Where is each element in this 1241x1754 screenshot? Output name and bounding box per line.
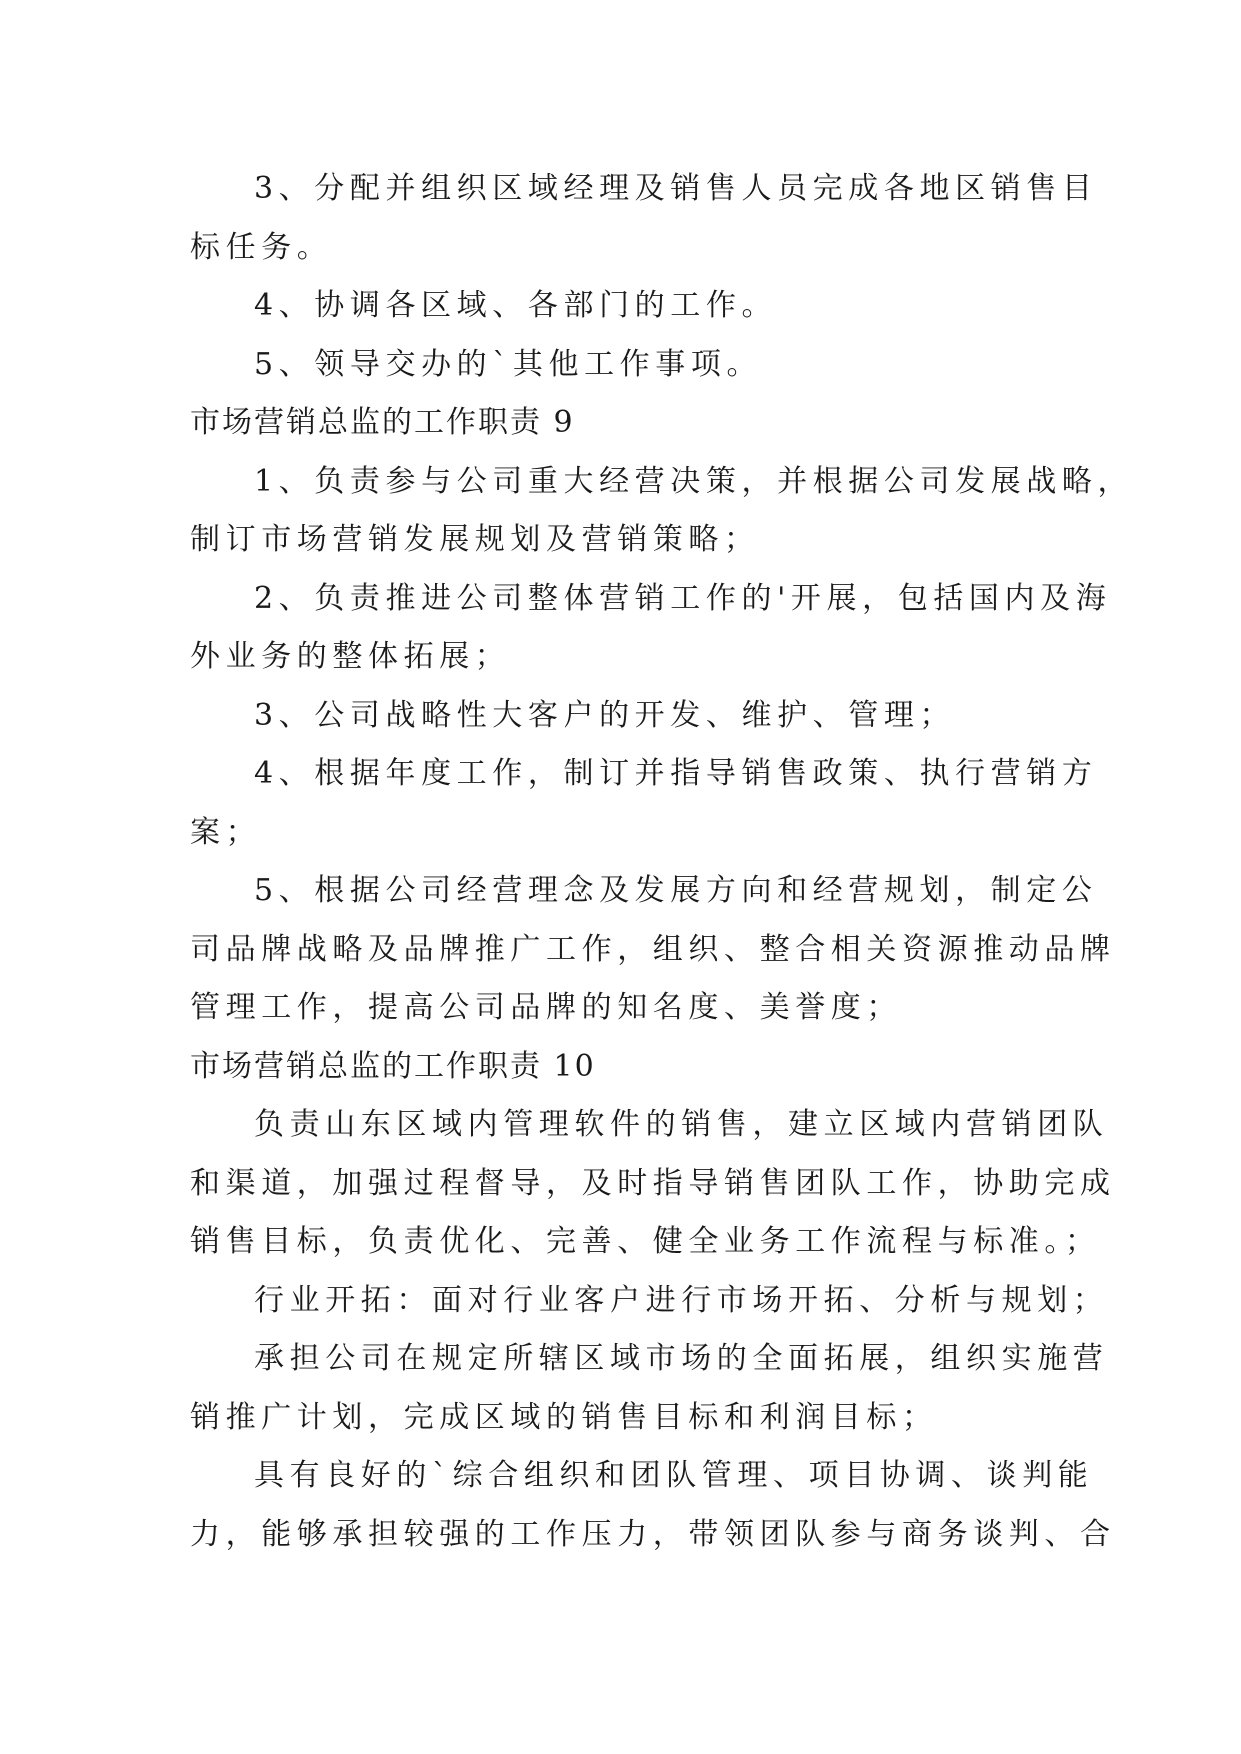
paragraph-line: 力，能够承担较强的工作压力，带领团队参与商务谈判、合 xyxy=(190,1516,1116,1552)
paragraph-line: 1、负责参与公司重大经营决策，并根据公司发展战略， xyxy=(254,463,1134,499)
paragraph-line: 负责山东区域内管理软件的销售，建立区域内营销团队 xyxy=(254,1107,1109,1142)
paragraph-line: 制订市场营销发展规划及营销策略； xyxy=(190,522,760,557)
paragraph-line: 承担公司在规定所辖区域市场的全面拓展，组织实施营 xyxy=(254,1341,1109,1376)
paragraph-line: 5、领导交办的`其他工作事项。 xyxy=(254,346,763,382)
paragraph-line: 行业开拓：面对行业客户进行市场开拓、分析与规划； xyxy=(254,1282,1109,1318)
paragraph-line: 案； xyxy=(190,814,262,850)
paragraph-line: 销售目标，负责优化、完善、健全业务工作流程与标准。； xyxy=(190,1224,1101,1259)
paragraph-line: 5、根据公司经营理念及发展方向和经营规划，制定公 xyxy=(254,873,1098,908)
section-heading: 市场营销总监的工作职责 10 xyxy=(190,1048,596,1084)
paragraph-line: 3、分配并组织区域经理及销售人员完成各地区销售目 xyxy=(254,171,1098,206)
paragraph-line: 管理工作，提高公司品牌的知名度、美誉度； xyxy=(190,990,902,1025)
paragraph-line: 4、根据年度工作，制订并指导销售政策、执行营销方 xyxy=(254,756,1098,791)
paragraph-line: 具有良好的`综合组织和团队管理、项目协调、谈判能 xyxy=(254,1458,1094,1493)
paragraph-line: 2、负责推进公司整体营销工作的'开展，包括国内及海 xyxy=(254,580,1112,616)
paragraph-line: 司品牌战略及品牌推广工作，组织、整合相关资源推动品牌 xyxy=(190,931,1116,967)
section-heading: 市场营销总监的工作职责 9 xyxy=(190,405,575,440)
paragraph-line: 标任务。 xyxy=(190,229,333,265)
paragraph-line: 3、公司战略性大客户的开发、维护、管理； xyxy=(254,697,956,733)
paragraph-line: 4、协调各区域、各部门的工作。 xyxy=(254,288,778,323)
paragraph-line: 外业务的整体拓展； xyxy=(190,639,511,674)
paragraph-line: 和渠道，加强过程督导，及时指导销售团队工作，协助完成 xyxy=(190,1165,1116,1201)
paragraph-line: 销推广计划，完成区域的销售目标和利润目标； xyxy=(190,1399,938,1435)
document-body xyxy=(190,160,1134,1564)
